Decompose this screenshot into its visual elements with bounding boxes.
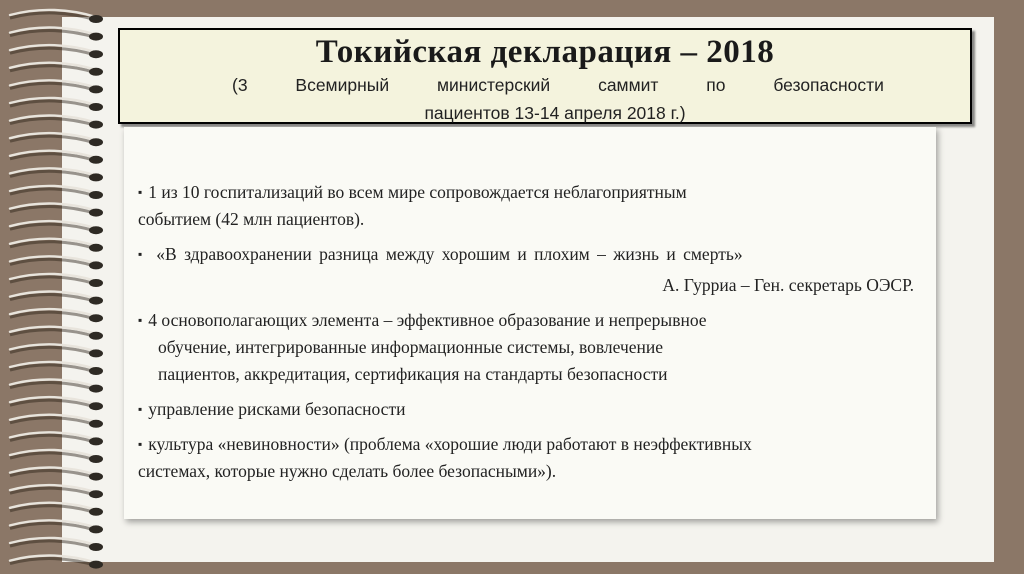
quote-text: «В здравоохранении разница между хорошим и плохим – жизнь и смерть» <box>156 244 743 264</box>
spiral-ring <box>10 151 103 164</box>
spiral-ring <box>10 309 103 322</box>
list-item <box>138 396 922 423</box>
spiral-ring <box>10 239 103 252</box>
spiral-ring <box>10 221 103 234</box>
spiral-ring <box>10 380 103 393</box>
spiral-ring <box>10 415 103 428</box>
list-item <box>138 241 922 268</box>
item-text: культура «невиновности» (проблема «хорошие люди работают в неэффективных <box>148 434 752 454</box>
bullet-icon: ▪ <box>138 313 143 327</box>
subtitle-word: безопасности <box>773 75 884 95</box>
list-item-line <box>138 307 922 334</box>
subtitle-word: министерский <box>436 75 551 95</box>
spiral-ring <box>10 292 103 305</box>
bullet-icon: ▪ <box>138 437 143 451</box>
spiral-ring <box>10 485 103 498</box>
bullet-icon: ▪ <box>138 185 143 199</box>
list-item-line: пациентов, аккредитация, сертификация на стандарты безопасности <box>158 364 668 384</box>
spiral-ring <box>10 256 103 269</box>
spiral-ring <box>10 28 103 41</box>
spiral-ring <box>10 168 103 181</box>
quote-author: А. Гурриа – Ген. секретарь ОЭСР. <box>662 275 914 295</box>
spiral-ring <box>10 98 103 111</box>
spiral-ring <box>10 133 103 146</box>
spiral-ring <box>10 344 103 357</box>
content-box <box>124 127 936 519</box>
subtitle-word: саммит <box>598 75 659 95</box>
content-list <box>138 179 922 485</box>
subtitle-line-2: пациентов 13-14 апреля 2018 г.) <box>424 103 686 123</box>
spiral-ring <box>10 63 103 76</box>
subtitle-line-1 <box>232 71 884 99</box>
spiral-ring <box>10 80 103 93</box>
spiral-ring <box>10 538 103 551</box>
title-box <box>118 28 972 124</box>
spiral-ring <box>10 432 103 445</box>
spiral-ring <box>10 45 103 58</box>
subtitle-word: по <box>706 75 726 95</box>
item-text: управление рисками безопасности <box>148 399 406 419</box>
list-item-line: обучение, интегрированные информационные системы, вовлечение <box>158 337 664 357</box>
item-text: 4 основополагающих элемента – эффективное образование и непрерывное <box>148 310 707 330</box>
bullet-icon: ▪ <box>138 247 143 261</box>
list-item-line <box>138 179 922 206</box>
spiral-ring <box>10 186 103 199</box>
spiral-ring <box>10 204 103 217</box>
subtitle-word: Всемирный <box>295 75 390 95</box>
spiral-ring <box>10 468 103 481</box>
list-item-line: системах, которые нужно сделать более безопасными»). <box>138 461 557 481</box>
bullet-icon: ▪ <box>138 402 143 416</box>
list-item <box>138 307 922 388</box>
spiral-ring <box>10 327 103 340</box>
spiral-ring <box>10 116 103 129</box>
spiral-ring <box>10 362 103 375</box>
item-text: 1 из 10 госпитализаций во всем мире сопровождается неблагоприятным <box>148 182 687 202</box>
spiral-ring <box>10 556 103 569</box>
subtitle-word: (3 <box>232 75 248 95</box>
slide-title: Токийская декларация – 2018 <box>315 34 775 70</box>
list-item-line <box>138 431 922 458</box>
spiral-binding <box>0 0 110 574</box>
spiral-ring <box>10 397 103 410</box>
spiral-ring <box>10 503 103 516</box>
spiral-ring <box>10 274 103 287</box>
spiral-ring <box>10 520 103 533</box>
list-item <box>138 431 922 485</box>
list-item-line: событием (42 млн пациентов). <box>138 209 365 229</box>
list-item <box>138 179 922 233</box>
spiral-ring <box>10 10 103 23</box>
slide-subtitle <box>232 71 884 127</box>
spiral-ring <box>10 450 103 463</box>
